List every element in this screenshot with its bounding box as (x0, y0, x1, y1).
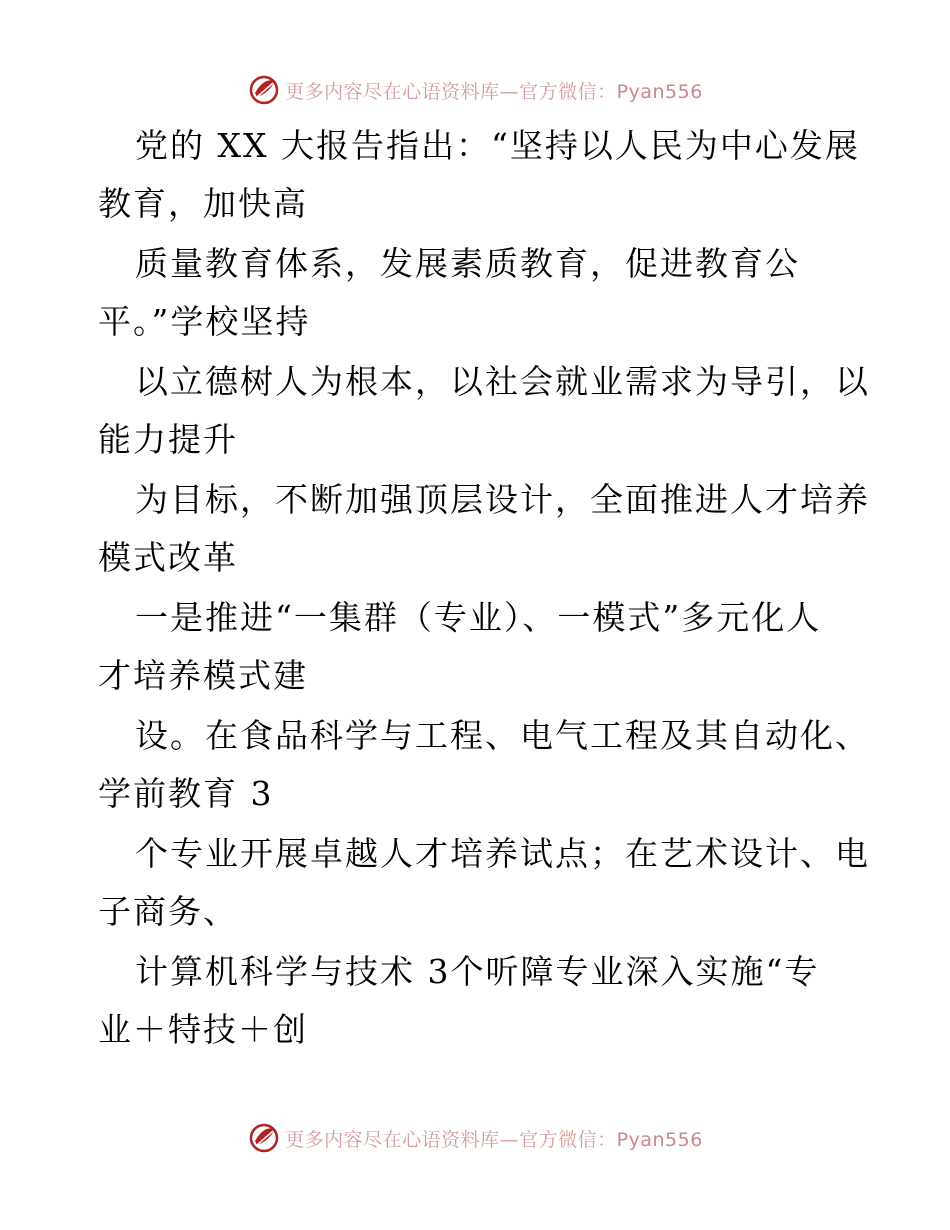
footer-watermark (0, 1118, 950, 1158)
header-watermark-text: 更多内容尽在心语资料库—官方微信：Pyan556 (285, 80, 703, 103)
footer-watermark-text: 更多内容尽在心语资料库—官方微信：Pyan556 (285, 1128, 703, 1151)
document-line: 质量教育体系，发展素质教育，促进教育公 (135, 244, 800, 283)
document-line: 为目标，不断加强顶层设计，全面推进人才培养 (135, 480, 870, 519)
document-line: 一是推进“一集群（专业）、一模式”多元化人 (135, 598, 822, 637)
header-watermark (0, 70, 950, 110)
document-line: 党的 XX 大报告指出：“坚持以人民为中心发展 (135, 126, 860, 165)
document-line: 平。”学校坚持 (98, 302, 311, 341)
document-line: 能力提升 (98, 420, 238, 459)
document-line: 子商务、 (98, 892, 238, 931)
document-line: 业＋特技＋创 (98, 1010, 308, 1049)
document-line: 学前教育 3 (98, 774, 274, 813)
leaf-logo-icon (247, 73, 281, 107)
document-line: 教育，加快高 (98, 184, 308, 223)
document-line: 计算机科学与技术 3个听障专业深入实施“专 (135, 952, 820, 991)
document-line: 个专业开展卓越人才培养试点；在艺术设计、电 (135, 834, 870, 873)
document-line: 以立德树人为根本，以社会就业需求为导引，以 (135, 362, 870, 401)
document-line: 才培养模式建 (98, 656, 308, 695)
document-line: 设。在食品科学与工程、电气工程及其自动化、 (135, 716, 870, 755)
leaf-logo-icon (247, 1121, 281, 1155)
document-line: 模式改革 (98, 538, 238, 577)
